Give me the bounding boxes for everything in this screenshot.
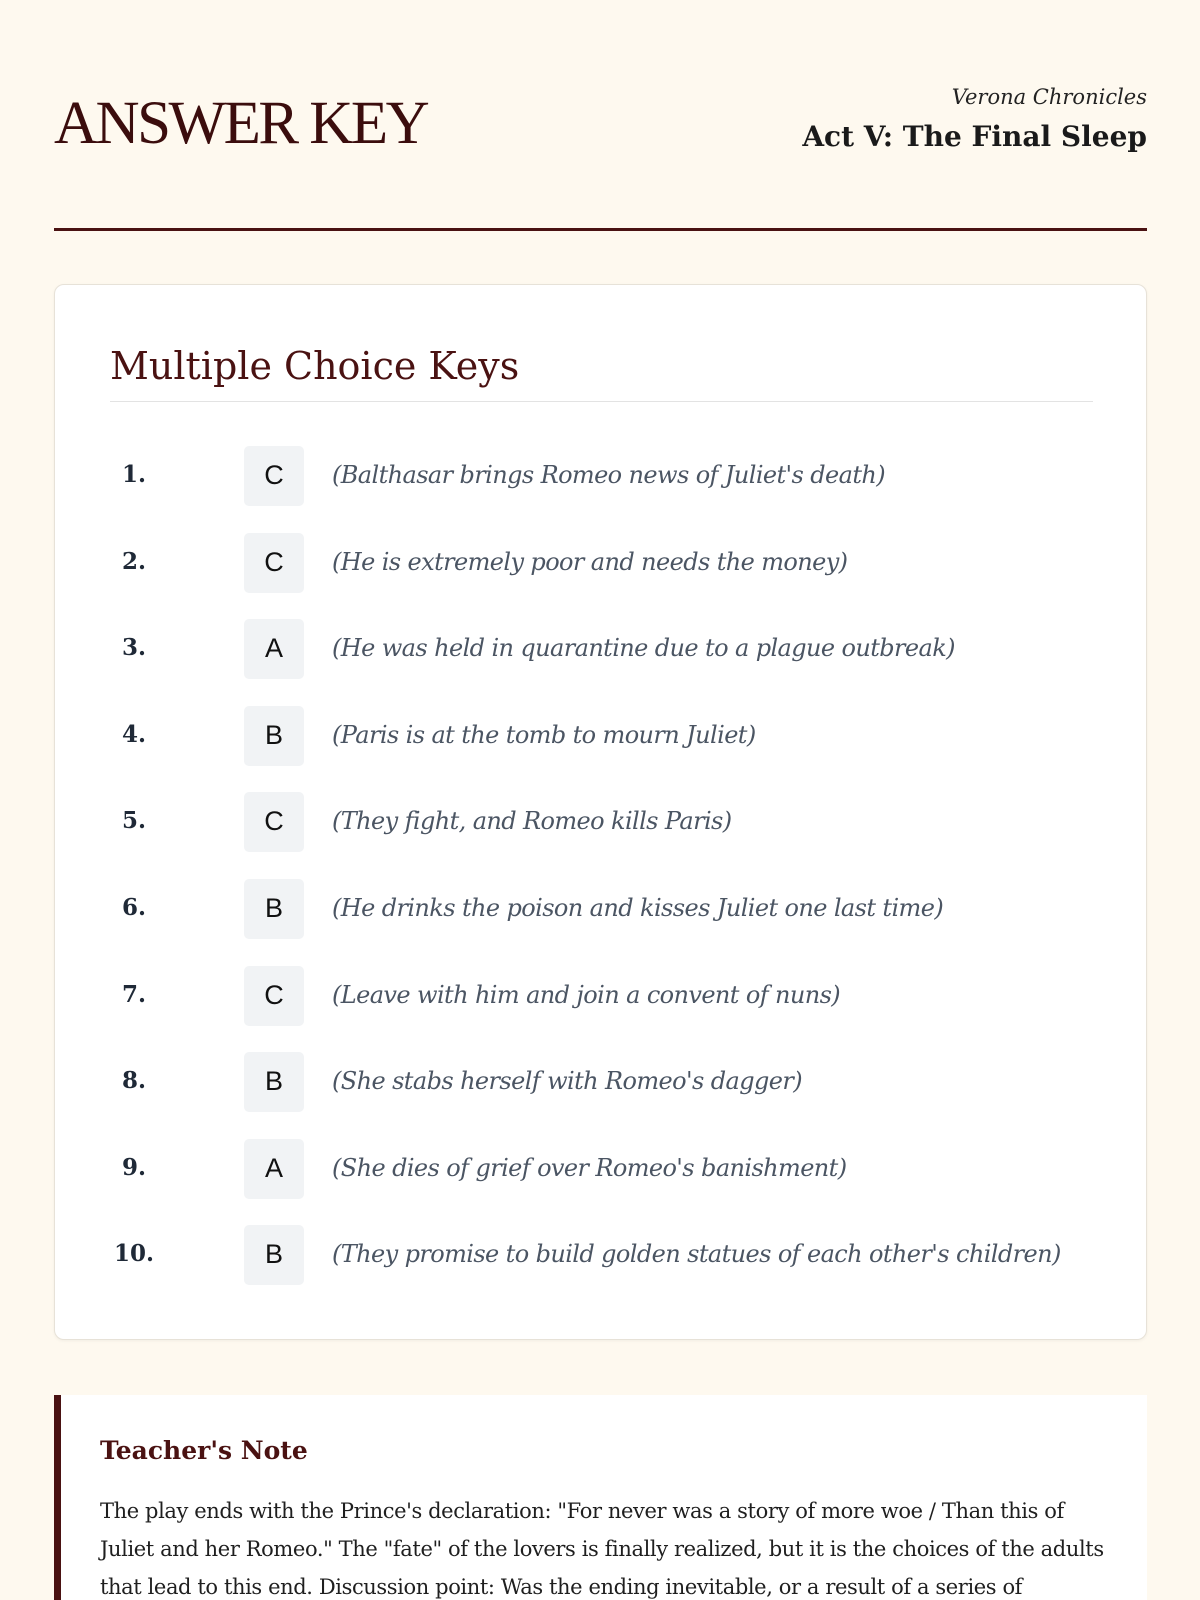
answer-row [110, 966, 1093, 1053]
answer-letter-badge: C [244, 966, 304, 1026]
answer-row [110, 1052, 1093, 1139]
question-number: 3. [121, 634, 146, 662]
question-number: 7. [121, 980, 146, 1008]
answer-key-page [54, 0, 1147, 1599]
answer-row [110, 792, 1093, 879]
note-body: The play ends with the Prince's declaration: "For never was a story of more woe / Than this of Juliet and her Romeo." The "fate" of the lovers is finally realized, but it is the choices of the adults that lead to this end. Discussion point: Was the ending inevitable, or a result of a series of [100, 1499, 1104, 1599]
answer-row [110, 879, 1093, 966]
question-number: 10. [113, 1240, 154, 1268]
answer-explanation: (She stabs herself with Romeo's dagger) [332, 1067, 802, 1096]
answer-letter-badge: C [244, 792, 304, 852]
page-title: ANSWER KEY [54, 90, 428, 157]
answer-explanation: (He is extremely poor and needs the money) [332, 547, 848, 576]
answer-explanation: (She dies of grief over Romeo's banishment) [332, 1153, 847, 1182]
answer-row [110, 706, 1093, 793]
answer-explanation: (Balthasar brings Romeo news of Juliet's death) [332, 461, 886, 489]
answer-letter-badge: B [244, 706, 304, 766]
answer-explanation: (They fight, and Romeo kills Paris) [332, 807, 732, 836]
answer-letter-badge: B [244, 879, 304, 939]
teacher-note [54, 1395, 1147, 1600]
answer-explanation: (Paris is at the tomb to mourn Juliet) [332, 720, 756, 749]
answer-letter-badge: A [244, 619, 304, 679]
series-name: Verona Chronicles [951, 85, 1147, 109]
question-number: 2. [121, 547, 146, 575]
answer-explanation: (Leave with him and join a convent of nuns) [332, 980, 841, 1009]
answer-letter-badge: C [244, 533, 304, 593]
answer-row [110, 533, 1093, 620]
question-number: 4. [121, 720, 146, 748]
header-meta [802, 82, 1147, 154]
note-title: Teacher's Note [100, 1436, 308, 1465]
answer-explanation: (He drinks the poison and kisses Juliet one last time) [332, 893, 944, 922]
answer-row [110, 619, 1093, 706]
question-number: 8. [121, 1067, 146, 1095]
answer-letter-badge: A [244, 1139, 304, 1199]
answer-list [110, 446, 1093, 1312]
section-title: Multiple Choice Keys [110, 341, 1093, 402]
answer-row [110, 446, 1093, 533]
answer-explanation: (They promise to build golden statues of each other's children) [332, 1240, 1061, 1269]
answer-row [110, 1139, 1093, 1226]
multiple-choice-card [54, 284, 1147, 1340]
answer-letter-badge: C [244, 446, 304, 506]
question-number: 9. [121, 1153, 146, 1181]
answer-explanation: (He was held in quarantine due to a plague outbreak) [332, 634, 955, 663]
answer-row [110, 1225, 1093, 1312]
page-header [54, 0, 1147, 231]
answer-letter-badge: B [244, 1225, 304, 1285]
question-number: 5. [121, 807, 146, 835]
act-title: Act V: The Final Sleep [802, 120, 1147, 153]
question-number: 1. [121, 461, 146, 488]
question-number: 6. [121, 893, 146, 921]
answer-letter-badge: B [244, 1052, 304, 1112]
